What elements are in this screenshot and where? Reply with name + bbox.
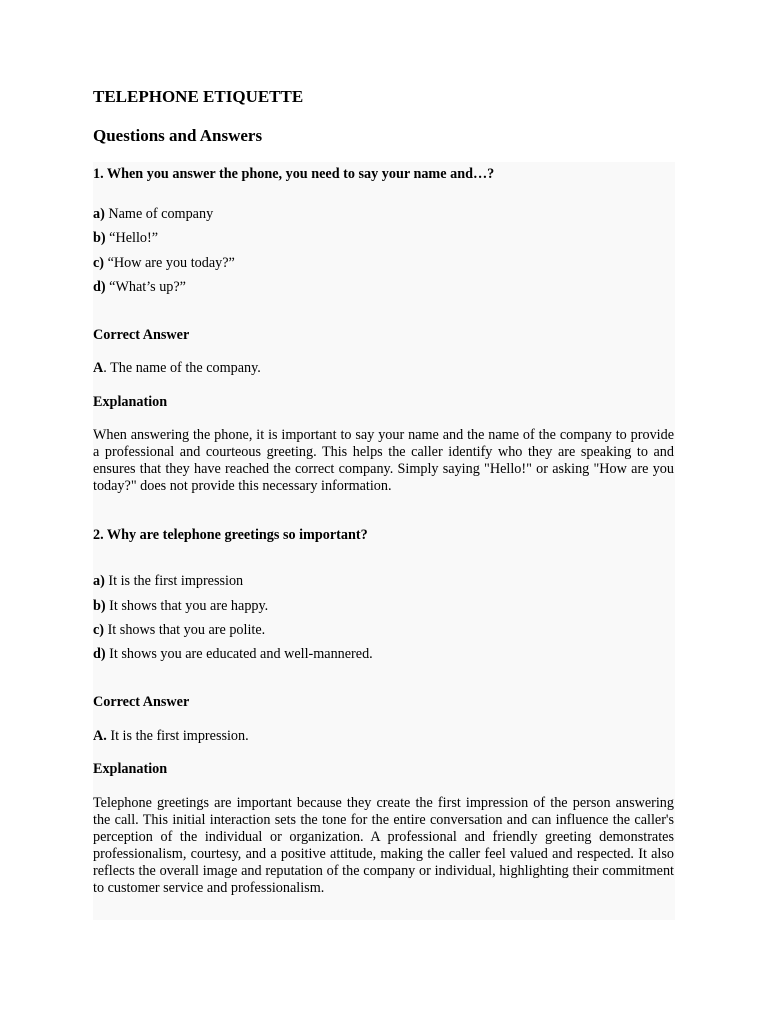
option-letter: b) <box>93 230 106 246</box>
option-text: Name of company <box>104 206 214 222</box>
question-1-option-b <box>93 230 158 247</box>
correct-answer-heading: Correct Answer <box>93 694 190 710</box>
option-letter: a) <box>93 573 105 589</box>
question-2-correct-answer <box>93 728 249 745</box>
correct-answer-letter: A. <box>93 728 107 744</box>
question-1-correct-answer <box>93 360 261 377</box>
option-letter: d) <box>93 646 106 662</box>
option-letter: a) <box>93 206 105 222</box>
question-2-option-b <box>93 598 268 615</box>
question-1-explanation: When answering the phone, it is important to say your name and the name of the company to provide a professional and courteous greeting. This helps the caller identify who they are speaking to and ensures that they have reached the correct company. Simply saying "Hello!" or asking "How are you today?" does not provide this necessary information. <box>93 427 674 494</box>
question-1-option-d <box>93 279 186 296</box>
question-1-option-a <box>93 206 213 223</box>
correct-answer-letter: A <box>93 360 104 376</box>
correct-answer-heading: Correct Answer <box>93 327 190 343</box>
correct-answer-text: . The name of the company. <box>103 360 261 376</box>
explanation-heading: Explanation <box>93 394 168 410</box>
option-letter: c) <box>93 622 105 638</box>
option-text: It shows that you are polite. <box>104 622 266 638</box>
correct-answer-text: It is the first impression. <box>106 728 249 744</box>
question-2-text: 2. Why are telephone greetings so important? <box>93 527 368 543</box>
option-text: It shows that you are happy. <box>105 598 269 614</box>
option-text: It is the first impression <box>104 573 244 589</box>
option-letter: c) <box>93 255 105 271</box>
page-subtitle: Questions and Answers <box>93 126 263 145</box>
question-2-option-a <box>93 573 243 590</box>
option-text: “What’s up?” <box>105 279 186 295</box>
explanation-heading: Explanation <box>93 761 168 777</box>
question-2-explanation: Telephone greetings are important because they create the first impression of the person answering the call. This initial interaction sets the tone for the entire conversation and can influence the caller's perception of the individual or organization. A professional and friendly greeting demonstrates professionalism, courtesy, and a positive attitude, making the caller feel valued and respected. It also reflects the overall image and reputation of the company or individual, highlighting their commitment to customer service and professionalism. <box>93 795 674 896</box>
option-text: It shows you are educated and well-mannered. <box>105 646 373 662</box>
question-1-option-c <box>93 255 235 272</box>
question-2-option-d <box>93 646 373 663</box>
option-text: “Hello!” <box>105 230 159 246</box>
question-1-text: 1. When you answer the phone, you need to say your name and…? <box>93 166 495 182</box>
option-text: “How are you today?” <box>104 255 235 271</box>
option-letter: d) <box>93 279 106 295</box>
page-title: TELEPHONE ETIQUETTE <box>93 87 304 106</box>
question-2-option-c <box>93 622 265 639</box>
option-letter: b) <box>93 598 106 614</box>
